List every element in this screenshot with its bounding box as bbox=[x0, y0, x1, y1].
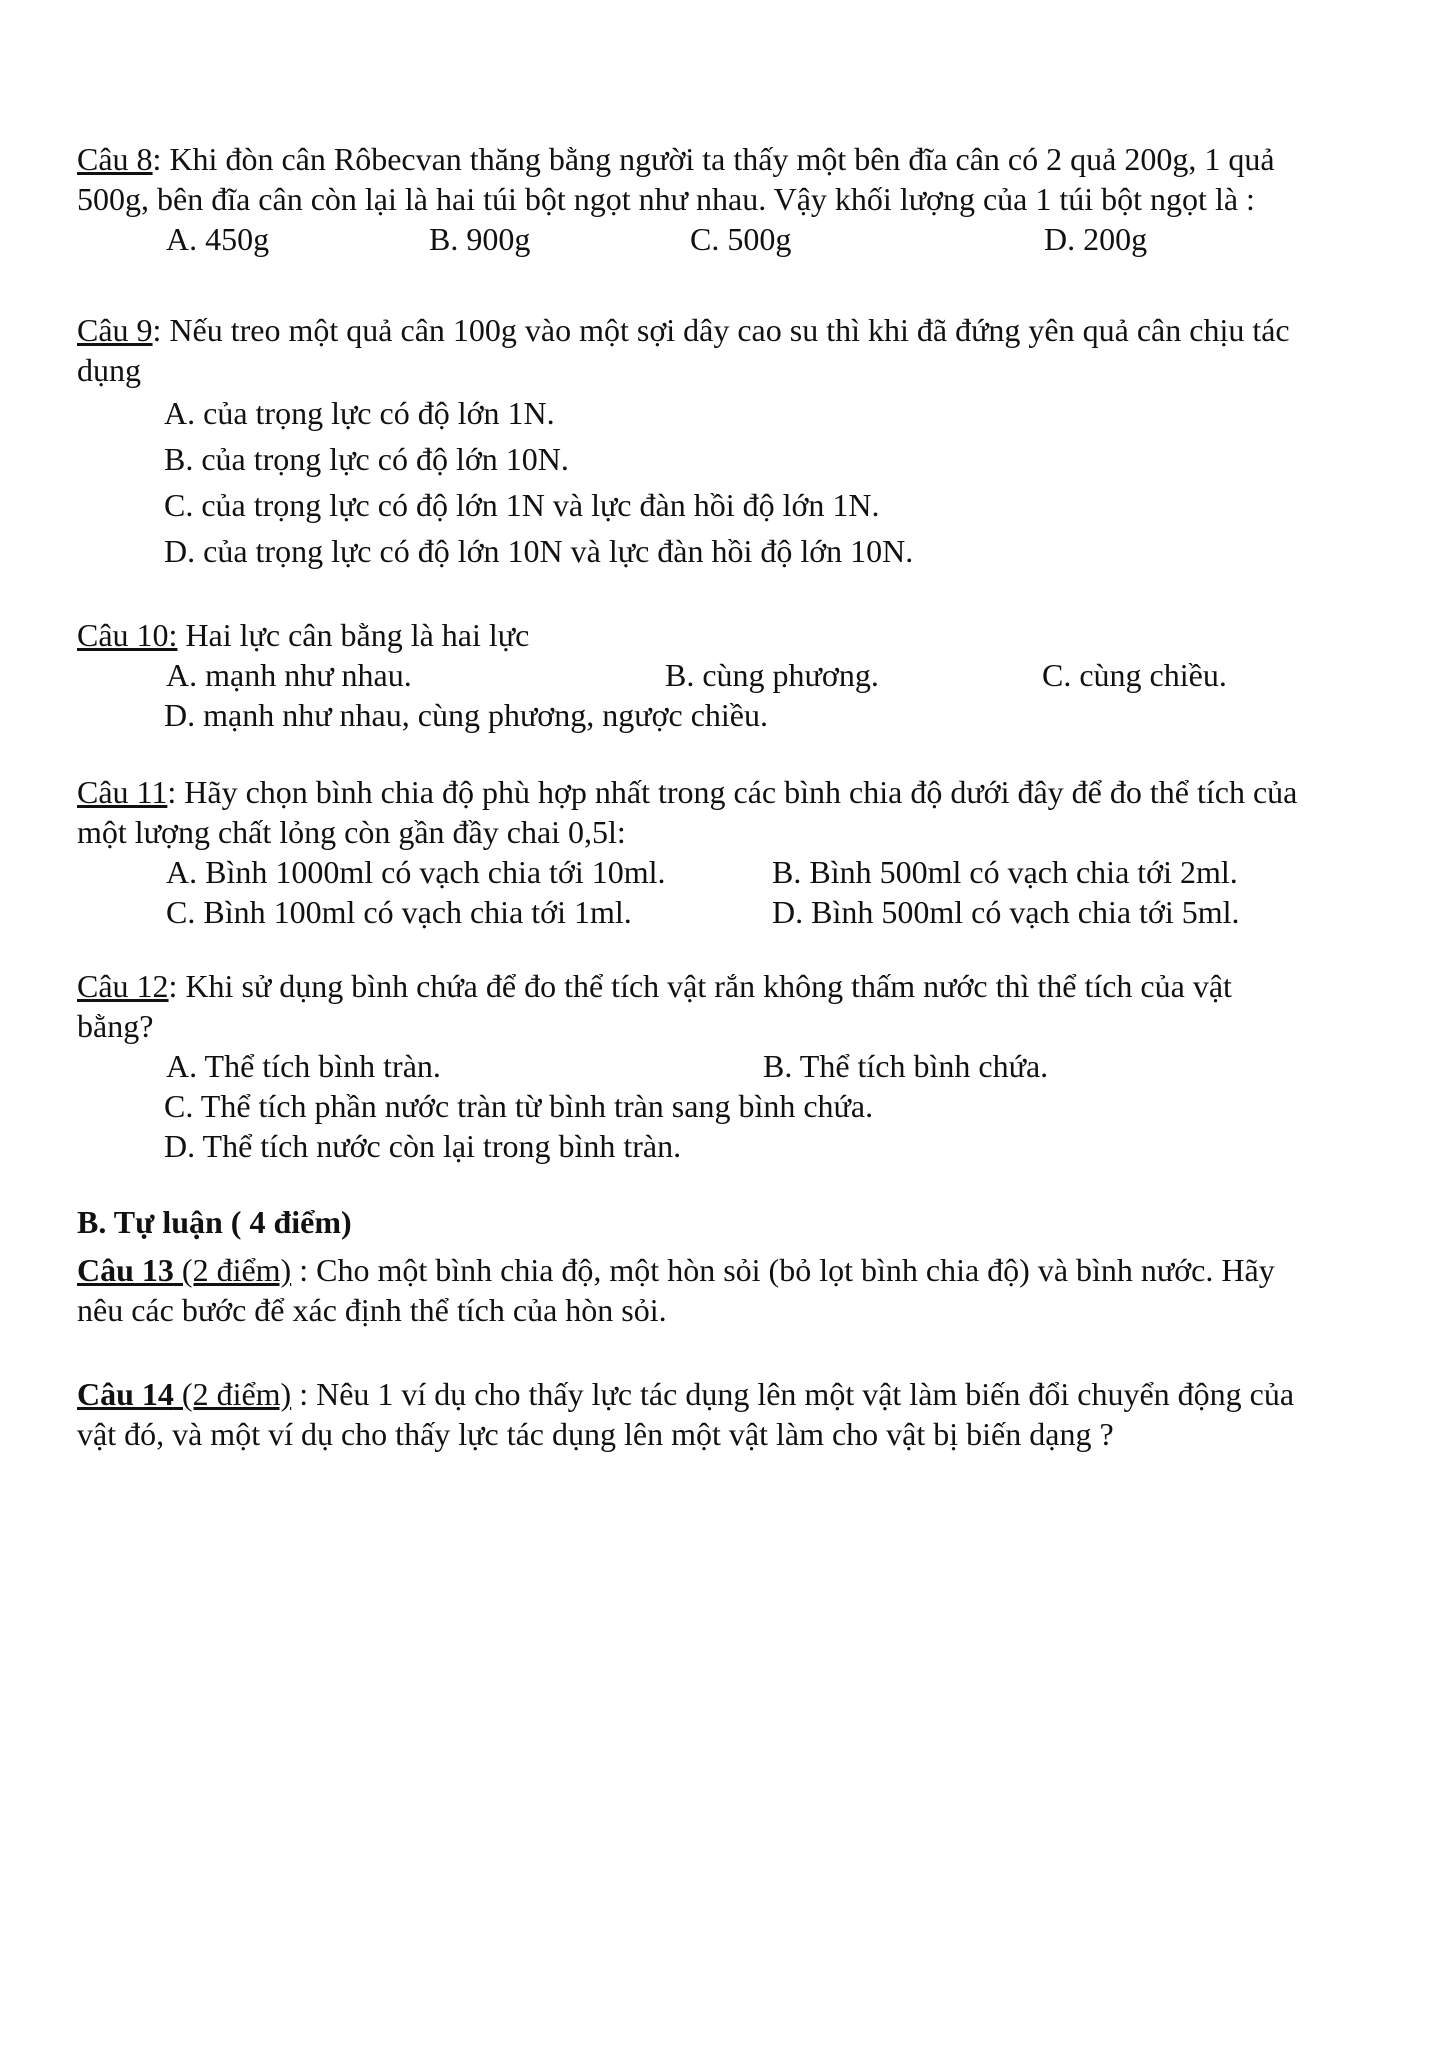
question-12-text-line2: bằng? bbox=[77, 1008, 154, 1044]
question-11-text-line2: một lượng chất lỏng còn gần đầy chai 0,5l: bbox=[77, 814, 626, 850]
question-11-options-row1 bbox=[77, 852, 1397, 892]
question-14-points: (2 điểm) bbox=[173, 1376, 292, 1412]
question-11-text-line1: : Hãy chọn bình chia độ phù hợp nhất trong các bình chia độ dưới đây để đo thể tích của bbox=[167, 774, 1298, 810]
question-8-option-b: B. 900g bbox=[429, 221, 531, 257]
question-12-option-a: A. Thể tích bình tràn. bbox=[166, 1048, 441, 1084]
question-9-text-line2: dụng bbox=[77, 352, 141, 388]
question-14 bbox=[77, 1374, 1397, 1454]
question-11-option-a: A. Bình 1000ml có vạch chia tới 10ml. bbox=[166, 854, 666, 890]
question-9 bbox=[77, 310, 1397, 574]
question-9-label: Câu 9 bbox=[77, 312, 153, 348]
question-11-option-d: D. Bình 500ml có vạch chia tới 5ml. bbox=[772, 894, 1240, 930]
question-8-label: Câu 8 bbox=[77, 141, 153, 177]
question-8-options bbox=[77, 219, 1397, 259]
question-11-option-c: C. Bình 100ml có vạch chia tới 1ml. bbox=[166, 894, 632, 930]
question-12 bbox=[77, 966, 1397, 1166]
question-12-options-row1 bbox=[77, 1046, 1397, 1086]
question-8-option-a: A. 450g bbox=[166, 221, 270, 257]
question-9-option-d: D. của trọng lực có độ lớn 10N và lực đàn hồi độ lớn 10N. bbox=[164, 533, 914, 569]
question-11-label: Câu 11 bbox=[77, 774, 168, 810]
question-13-points: (2 điểm) bbox=[173, 1252, 292, 1288]
question-14-text-line1: : Nêu 1 ví dụ cho thấy lực tác dụng lên một vật làm biến đổi chuyển động của bbox=[291, 1376, 1295, 1412]
question-11 bbox=[77, 772, 1397, 932]
question-9-text-line1: : Nếu treo một quả cân 100g vào một sợi dây cao su thì khi đã đứng yên quả cân chịu tác bbox=[152, 312, 1290, 348]
question-9-option-a: A. của trọng lực có độ lớn 1N. bbox=[164, 395, 555, 431]
question-12-option-d: D. Thể tích nước còn lại trong bình tràn. bbox=[164, 1128, 682, 1164]
question-13-label: Câu 13 bbox=[77, 1252, 174, 1288]
question-10-text: Hai lực cân bằng là hai lực bbox=[177, 617, 530, 653]
question-12-option-b: B. Thể tích bình chứa. bbox=[763, 1048, 1049, 1084]
question-10-options-row1 bbox=[77, 655, 1397, 695]
question-12-label: Câu 12 bbox=[77, 968, 169, 1004]
question-12-text-line1: : Khi sử dụng bình chứa để đo thể tích vật rắn không thấm nước thì thể tích của vật bbox=[168, 968, 1232, 1004]
question-8 bbox=[77, 139, 1397, 259]
question-10-option-a: A. mạnh như nhau. bbox=[166, 657, 412, 693]
question-11-options-row2 bbox=[77, 892, 1397, 932]
question-14-label: Câu 14 bbox=[77, 1376, 174, 1412]
question-8-option-d: D. 200g bbox=[1044, 221, 1148, 257]
question-14-text-line2: vật đó, và một ví dụ cho thấy lực tác dụng lên một vật làm cho vật bị biến dạng ? bbox=[77, 1416, 1114, 1452]
section-b bbox=[77, 1202, 1397, 1242]
question-13 bbox=[77, 1250, 1397, 1330]
question-13-text-line1: : Cho một bình chia độ, một hòn sỏi (bỏ lọt bình chia độ) và bình nước. Hãy bbox=[291, 1252, 1275, 1288]
question-8-text-line1: : Khi đòn cân Rôbecvan thăng bằng người ta thấy một bên đĩa cân có 2 quả 200g, 1 quả bbox=[152, 141, 1275, 177]
question-10 bbox=[77, 615, 1397, 735]
question-8-text-line2: 500g, bên đĩa cân còn lại là hai túi bột ngọt như nhau. Vậy khối lượng của 1 túi bột ngọt là : bbox=[77, 181, 1255, 217]
question-12-option-c: C. Thể tích phần nước tràn từ bình tràn sang bình chứa. bbox=[164, 1088, 874, 1124]
question-8-option-c: C. 500g bbox=[690, 221, 792, 257]
question-13-text-line2: nêu các bước để xác định thể tích của hòn sỏi. bbox=[77, 1292, 667, 1328]
question-10-option-d: D. mạnh như nhau, cùng phương, ngược chiều. bbox=[164, 697, 768, 733]
question-10-label: Câu 10: bbox=[77, 617, 178, 653]
question-10-option-c: C. cùng chiều. bbox=[1042, 657, 1227, 693]
question-9-option-b: B. của trọng lực có độ lớn 10N. bbox=[164, 441, 569, 477]
question-10-option-b: B. cùng phương. bbox=[665, 657, 879, 693]
section-b-heading: B. Tự luận ( 4 điểm) bbox=[77, 1204, 352, 1240]
question-11-option-b: B. Bình 500ml có vạch chia tới 2ml. bbox=[772, 854, 1238, 890]
question-9-option-c: C. của trọng lực có độ lớn 1N và lực đàn hồi độ lớn 1N. bbox=[164, 487, 880, 523]
